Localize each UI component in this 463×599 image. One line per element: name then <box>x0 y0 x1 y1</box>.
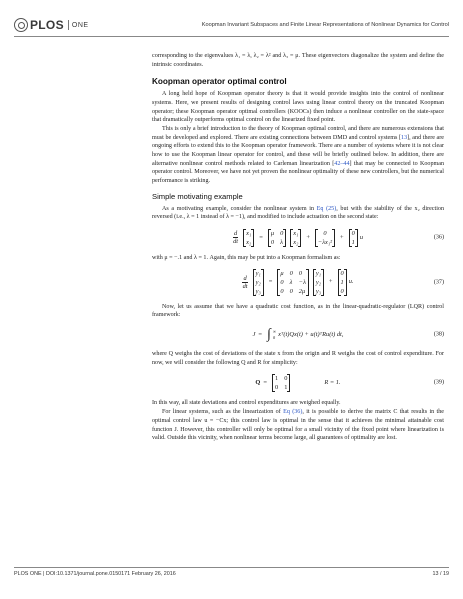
paragraph-intro: A long held hope of Koopman operator theory is that it would provide insights into the control of nonlinear systems. Here, we present results of designing control laws using linear control theory on the truncated Koopman operator; these Koopman operator optimal controllers (KOOCs) then induce a nonlinear controller on the state-space that dramatically outperforms optimal control on the linearized fixed point. <box>152 91 444 124</box>
equation-number: (38) <box>433 331 444 338</box>
integrand: xᵀ(t)Qx(t) + u(t)ᵀRu(t) dt, <box>278 330 344 338</box>
section-heading: Koopman operator optimal control <box>152 77 287 87</box>
nonlinear-term: 0 −λx₁² <box>315 229 335 247</box>
equation-36: $\frac{d}{dt}$ x₁ x₂ = μ 0 0 λ x₁ x₂ + 0 −λx₁² + 0 1 u (36) <box>233 229 444 246</box>
text-segment: This is only a brief introduction to the theory of Koopman optimal control, and there are numerous extensions that must be developed and explored. There are existing connections between DMD and control systems [ <box>152 125 444 141</box>
paragraph-lqr-optimal <box>152 408 444 443</box>
text-segment: For linear systems, such as the linearization of <box>162 409 284 416</box>
plos-one-logo <box>14 18 89 32</box>
plos-logo-wordmark: PLOS <box>30 18 64 32</box>
koopman-state-vector: y₁ y₂ y₃ <box>313 269 324 296</box>
paragraph-eigenvalues: corresponding to the eigenvalues λ₁ = λ, λ₂ = λ² and λ₃ = μ. These eigenvectors diagonalize the system and define the intrinsic coordinates. <box>152 53 444 68</box>
citation-link[interactable]: 13 <box>401 134 408 141</box>
paragraph-weights: where Q weighs the cost of deviations of the state x from the origin and R weighs the cost of control expenditure. For now, we will consider the following Q and R for simplicity: <box>152 351 444 366</box>
paragraph-cost-function: Now, let us assume that we have a quadratic cost function, as in the linear-quadratic-regulator (LQR) control framework: <box>152 303 444 319</box>
text-segment: , but with the stability of the x₂ direction reversed (i.e., λ = 1 instead of λ = −1), and modified to include actuation on the second state: <box>152 205 444 221</box>
input-matrix: 0 1 0 <box>338 269 347 296</box>
dynamics-matrix: μ 0 0 λ <box>268 229 286 247</box>
integral: ∫ ∞ 0 <box>267 327 277 343</box>
q-matrix: 1 0 0 1 <box>272 374 290 392</box>
q-symbol: Q <box>255 379 261 387</box>
running-title: Koopman Invariant Subspaces and Finite Linear Representations of Nonlinear Dynamics for Control <box>201 22 449 28</box>
article-body <box>152 52 444 443</box>
equation-37: $\frac{d}{dt}$ y₁ y₂ y₃ = μ 0 0 0 λ −λ 0 0 2μ y₁ y₂ y₃ + 0 1 0 u. (37) <box>242 270 444 296</box>
paragraph-extensions <box>152 125 444 186</box>
r-value: R = 1. <box>324 379 341 387</box>
page-footer <box>14 567 449 577</box>
equation-number: (37) <box>433 279 444 286</box>
equation-38: J = ∫ ∞ 0 xᵀ(t)Qx(t) + u(t)ᵀRu(t) dt, (38) <box>252 327 444 343</box>
input-matrix: 0 1 <box>349 229 358 247</box>
control-input: u. <box>348 278 354 286</box>
koopman-matrix: μ 0 0 0 λ −λ 0 0 2μ <box>277 269 309 296</box>
derivative-operator: $\frac{d}{dt}$ <box>233 230 239 246</box>
text-segment: ], and there are ongoing efforts to extend this to the Koopman operator framework. There are a number of systems where it is not clear how to use the Koopman linear operator for control, and these will be briefly outlined below. In addition, there are alternative nonlinear control methods related to Carleman linearization [ <box>152 134 444 167</box>
subsection-heading: Simple motivating example <box>152 191 243 201</box>
equation-link[interactable]: Eq (25) <box>316 205 337 212</box>
koopman-state-vector: y₁ y₂ y₃ <box>253 269 264 296</box>
text-segment: , it is possible to derive the matrix C that results in the optimal control law u = −Cx; this control law is optimal in the sense that it achieves the minimal attainable cost function J. However, this controller will only be optimal for a small vicinity of the fixed point where linearization is valid. Outside this vicinity, when nonlinear terms become large, all guarantees of optimality are lost. <box>152 409 444 442</box>
equation-link[interactable]: Eq (36) <box>283 409 303 416</box>
cost-symbol: J <box>252 330 256 338</box>
paragraph-motivating-example <box>152 205 444 222</box>
state-vector: x₁ x₂ <box>243 229 254 247</box>
logo-divider <box>68 20 69 30</box>
citation-link[interactable]: 42–44 <box>334 160 350 167</box>
header-rule <box>14 36 449 37</box>
one-logo-wordmark: ONE <box>71 21 89 29</box>
state-vector: x₁ x₂ <box>290 229 301 247</box>
paragraph-parameters: with μ = −.1 and λ = 1. Again, this may be put into a Koopman formalism as: <box>152 254 341 261</box>
paragraph-equal-weights: In this way, all state deviations and control expenditures are weighed equally. <box>152 400 341 407</box>
text-segment: ] that may be connected to Koopman operator control. Moreover, we have not yet proven the nonlinear optimality of these new controllers, but the numerical performance is striking. <box>152 160 445 185</box>
page-header <box>0 0 463 48</box>
equation-number: (39) <box>433 380 444 387</box>
page-number: 13 / 19 <box>432 571 449 577</box>
plos-logo-icon <box>14 18 28 32</box>
equation-39: Q = 1 0 0 1 R = 1. (39) <box>255 375 444 392</box>
equation-number: (36) <box>433 234 444 241</box>
footer-citation: PLOS ONE | DOI:10.1371/journal.pone.0150171 February 26, 2016 <box>14 571 176 577</box>
control-input: u <box>359 233 364 241</box>
text-segment: As a motivating example, consider the nonlinear system in <box>162 205 317 212</box>
derivative-operator: $\frac{d}{dt}$ <box>242 275 248 291</box>
